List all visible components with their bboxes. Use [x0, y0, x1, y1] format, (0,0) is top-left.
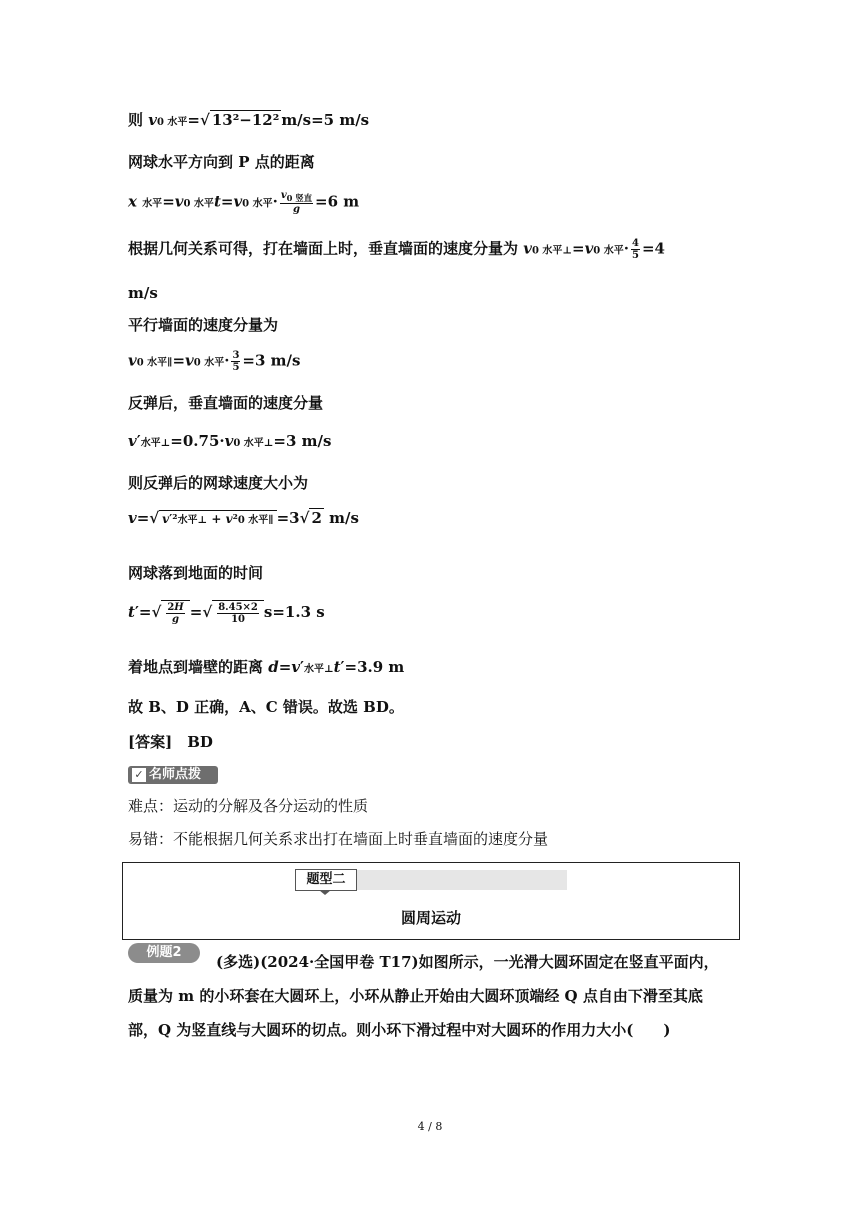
- line-parallel-component: v0 水平∥=v0 水平· $\frac{3}{5}$ =3 m/s: [128, 350, 301, 373]
- line-rebound-intro: 反弹后，垂直墙面的速度分量: [128, 394, 324, 412]
- example-badge: 例题2: [128, 943, 200, 963]
- line-rebound-component: v′水平⊥=0.75·v0 水平⊥=3 m/s: [128, 432, 332, 450]
- line-rebound-speed: v=√ v′²水平⊥ + v²0 水平∥ =3√ 2 m/s: [128, 509, 359, 527]
- tip-difficulty: 难点：运动的分解及各分运动的性质: [128, 797, 369, 815]
- line-unit-continuation: m/s: [128, 284, 158, 302]
- line-parallel-intro: 平行墙面的速度分量为: [128, 316, 279, 334]
- section-tag: 题型二: [295, 869, 357, 891]
- line-landing-distance: 着地点到墙壁的距离 d=v′水平⊥t′=3.9 m: [128, 658, 405, 676]
- section-tag-bar: [357, 870, 567, 890]
- tip-badge: ✓ 名师点拨: [128, 766, 218, 784]
- tip-mistake: 易错：不能根据几何关系求出打在墙面上时垂直墙面的速度分量: [128, 830, 549, 848]
- answer-line: [答案] BD: [128, 733, 213, 751]
- line-fall-time-intro: 网球落到地面的时间: [128, 564, 264, 582]
- section-title: 圆周运动: [400, 909, 461, 927]
- line-speed-intro: 则反弹后的网球速度大小为: [128, 474, 309, 492]
- example-question: (多选)(2024·全国甲卷 T17)如图所示，一光滑大圆环固定在竖直平面内，质量为 m 的小环套在大圆环上，小环从静止开始由大圆环顶端经 Q 点自由下滑至其底部，Q 为竖直线与大圆环的切点。则小环下滑过程中对大圆环的作用力大小( ): [128, 953, 719, 1039]
- line-horizontal-distance: x 水平=v0 水平t=v0 水平· $\frac{v_{0 竖直}}{g}$ =6 m: [128, 190, 360, 216]
- line-horizontal-distance-intro: 网球水平方向到 P 点的距离: [128, 153, 315, 171]
- section-tag-pointer-icon: [319, 890, 331, 895]
- page-number: 4 / 8: [417, 1120, 443, 1133]
- line-fall-time: t′=√ $\frac{2H}{g}$ =√ $\frac{8.45\times 2}{10}$ s=1.3 s: [128, 602, 325, 625]
- check-icon: ✓: [132, 768, 146, 782]
- line-v0-horizontal: 则 v0 水平=√ 13²−12² m/s=5 m/s: [128, 111, 370, 129]
- line-conclusion: 故 B、D 正确，A、C 错误。故选 BD。: [128, 698, 404, 716]
- line-perpendicular-component: 根据几何关系可得，打在墙面上时，垂直墙面的速度分量为 v0 水平⊥=v0 水平· $\frac{4}{5}$ =4: [128, 238, 665, 261]
- section-header-box: [122, 862, 740, 940]
